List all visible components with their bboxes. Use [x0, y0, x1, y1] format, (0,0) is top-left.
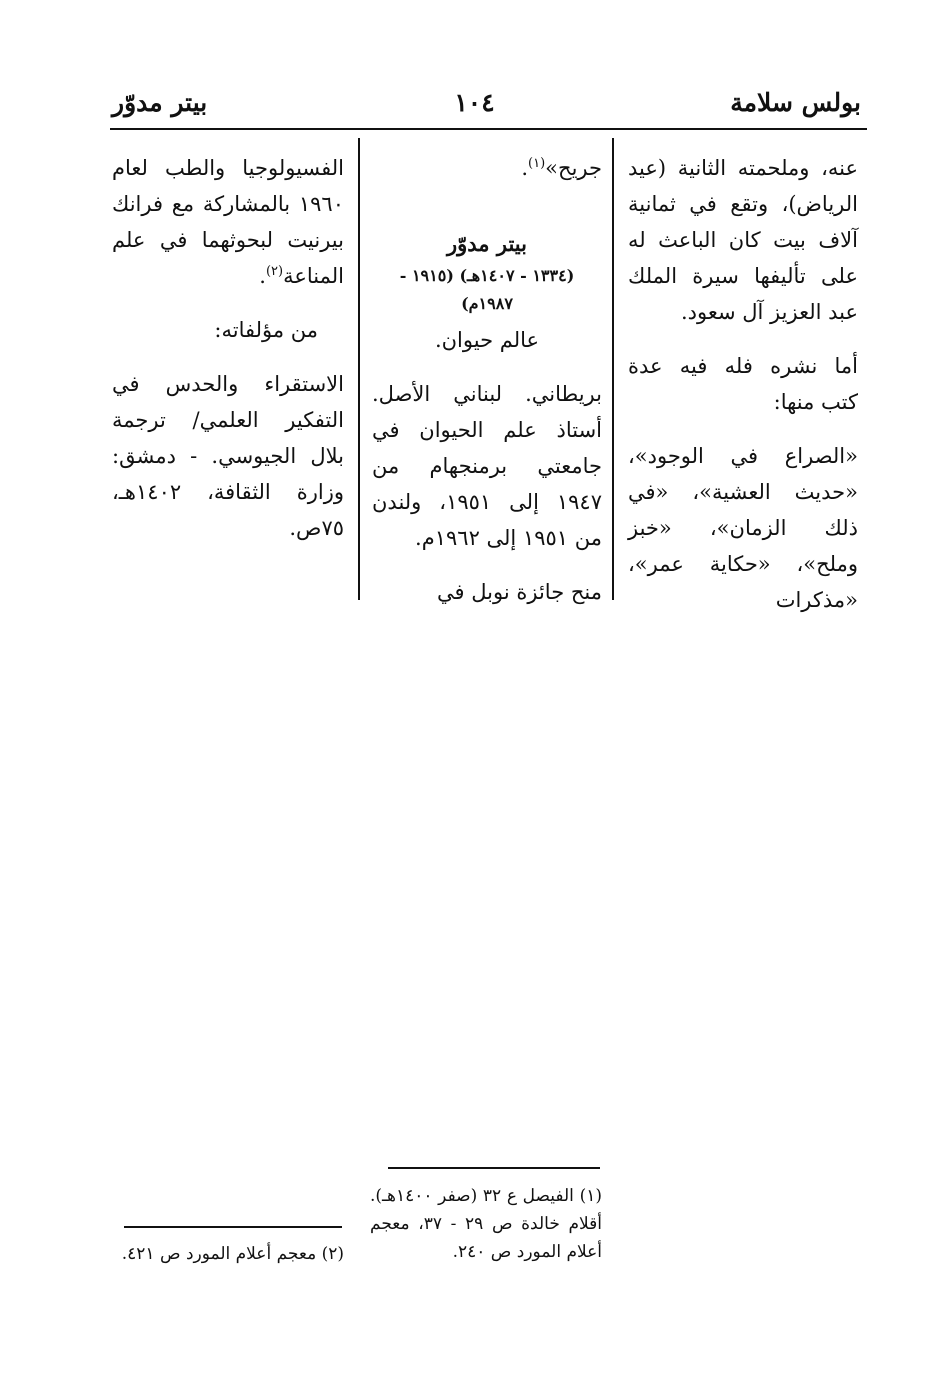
paragraph: «الصراع في الوجود»، «حديث العشية»، «في ذلك الزمان»، «خبز وملح»، «حكاية عمر»، «مذكرات	[628, 444, 858, 612]
continued-text: جريح»	[545, 156, 602, 180]
column-right	[628, 150, 858, 618]
paragraph: منح جائزة نوبل في	[437, 580, 602, 604]
footnote-ref: (٢)	[265, 264, 284, 279]
column-left	[112, 150, 344, 546]
column-middle	[372, 150, 602, 610]
paragraph: أما نشره فله فيه عدة كتب منها:	[628, 354, 858, 414]
column-divider	[612, 138, 614, 600]
column-divider	[358, 138, 360, 600]
footnote-2	[108, 1240, 344, 1268]
period: .	[259, 264, 266, 288]
paragraph: بريطاني. لبناني الأصل. أستاذ علم الحيوان في جامعتي برمنجهام من ١٩٤٧ إلى ١٩٥١، ولندن من ١٩٥١ إلى ١٩٦٢م.	[372, 382, 602, 550]
entry-title: بيتر مدوّر	[447, 231, 527, 256]
works-heading: من مؤلفاته:	[214, 318, 318, 342]
page-number: ١٠٤	[454, 88, 495, 117]
footnote-rule	[388, 1167, 600, 1169]
entry-dates: (١٣٣٤ - ١٤٠٧هـ) (١٩١٥ - ١٩٨٧م)	[399, 266, 575, 313]
footnote-text: (٢) معجم أعلام المورد ص ٤٢١.	[121, 1244, 344, 1264]
paragraph	[372, 150, 602, 186]
paragraph: الاستقراء والحدس في التفكير العلمي/ ترجمة بلال الجيوسي. - دمشق: وزارة الثقافة، ١٤٠٢هـ، ٧٥ص.	[112, 372, 344, 540]
paragraph: عنه، وملحمته الثانية (عيد الرياض)، وتقع في ثمانية آلاف بيت كان الباعث له على تأليفها سيرة الملك عبد العزيز آل سعود.	[628, 156, 858, 324]
footnote-rule	[124, 1226, 342, 1228]
header-rule	[110, 128, 867, 130]
paragraph-text: الفسيولوجيا والطب لعام ١٩٦٠ بالمشاركة مع فرانك بيرنيت لبحوثهما في علم المناعة	[112, 156, 344, 288]
footnote-text: (١) الفيصل ع ٣٢ (صفر ١٤٠٠هـ). أقلام خالدة ص ٢٩ - ٣٧، معجم أعلام المورد ص ٢٤٠.	[370, 1186, 602, 1262]
entry-role: عالم حيوان.	[434, 328, 540, 352]
running-header-author: بولس سلامة	[730, 88, 861, 117]
period: .	[521, 156, 529, 180]
running-header-entry: بيتر مدوّر	[112, 88, 208, 117]
paragraph	[112, 150, 344, 294]
footnote-1	[370, 1182, 602, 1266]
footnote-ref: (١)	[528, 156, 546, 171]
